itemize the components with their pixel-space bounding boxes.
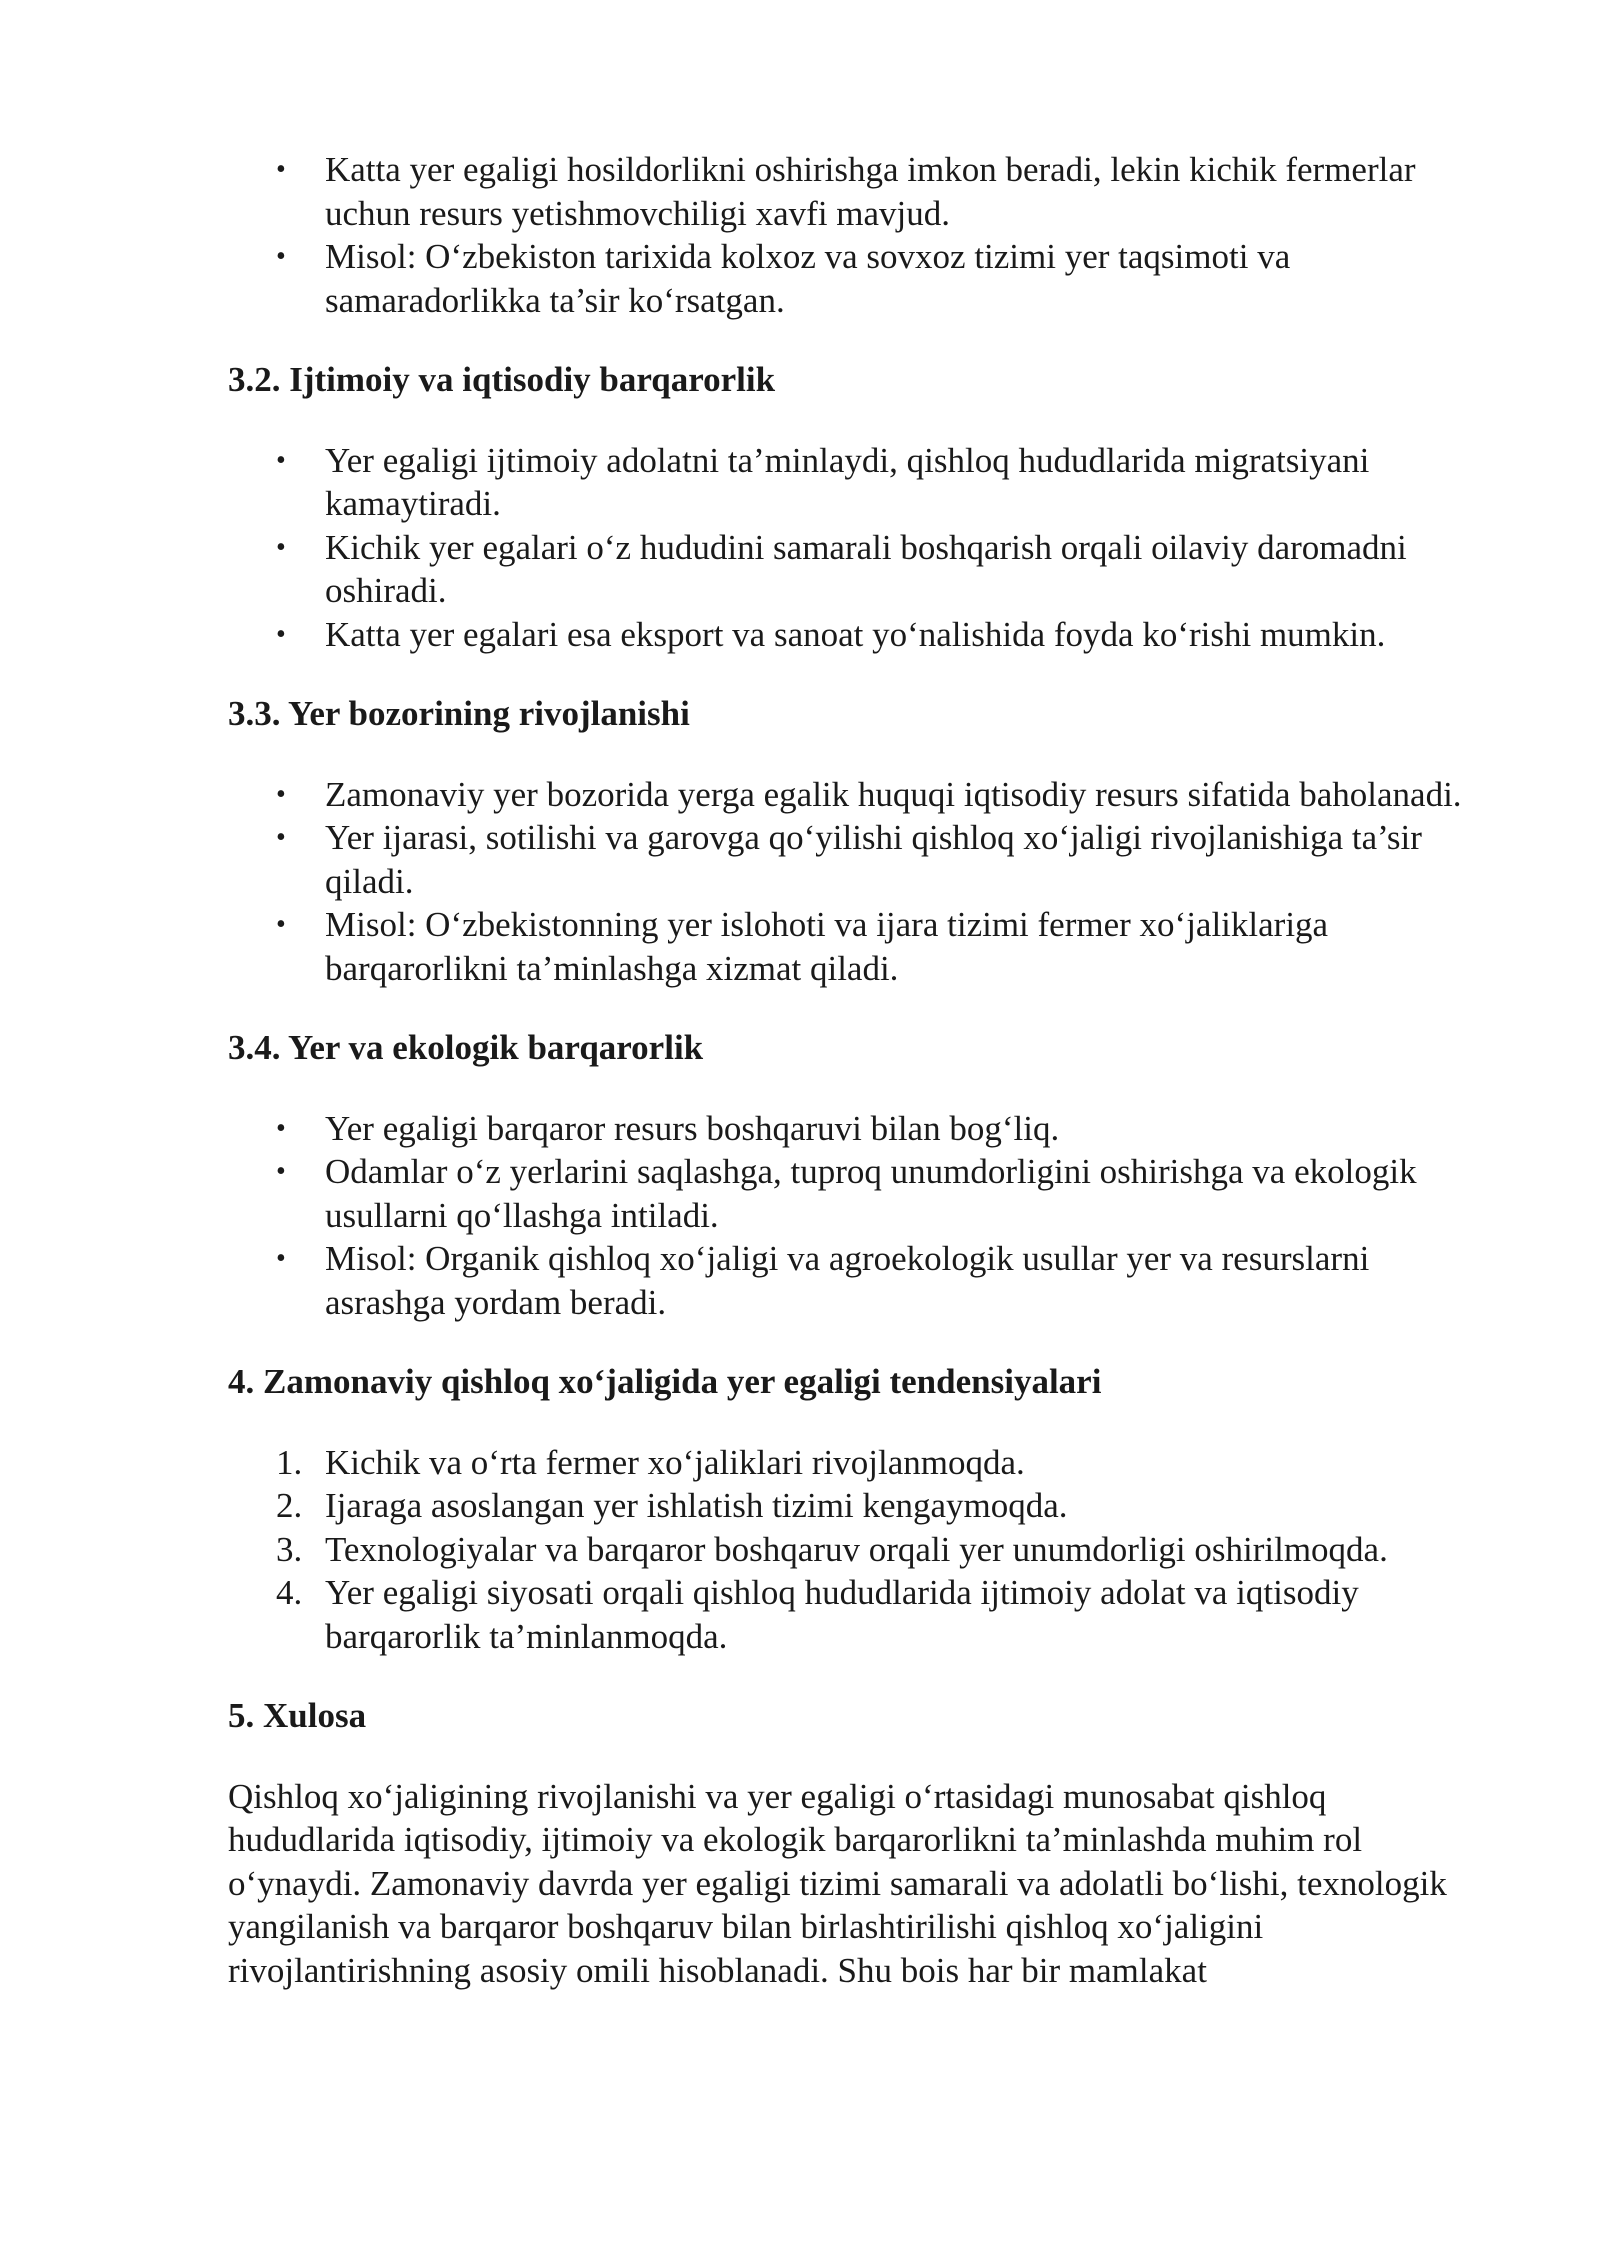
list-item <box>228 439 1488 526</box>
list-item-text: Yer egaligi siyosati orqali qishloq hududlarida ijtimoiy adolat va iqtisodiy barqarorlik ta’minlanmoqda. <box>325 1573 1359 1656</box>
list-item <box>228 1441 1488 1485</box>
list-item <box>228 235 1488 322</box>
bullet-icon: • <box>276 1112 286 1144</box>
list-item-text: Yer ijarasi, sotilishi va garovga qo‘yilishi qishloq xo‘jaligi rivojlanishiga ta’sir qiladi. <box>325 818 1422 901</box>
list-item <box>228 903 1488 990</box>
bullet-icon: • <box>276 444 286 476</box>
list-item <box>228 526 1488 613</box>
list-item <box>228 1150 1488 1237</box>
list-number: 3. <box>276 1529 303 1569</box>
list-item-text: Misol: O‘zbekistonning yer islohoti va ijara tizimi fermer xo‘jaliklariga barqarorlikni ta’minlashga xizmat qiladi. <box>325 905 1329 988</box>
list-item-text: Katta yer egaligi hosildorlikni oshirishga imkon beradi, lekin kichik fermerlar uchun resurs yetishmovchiligi xavfi mavjud. <box>325 150 1416 233</box>
section-3-4-bullet-list <box>228 1107 1488 1325</box>
bullet-icon: • <box>276 241 286 272</box>
bullet-icon: • <box>276 778 286 810</box>
section-heading-3-4: 3.4. Yer va ekologik barqarorlik <box>228 1028 704 1067</box>
section-heading-4: 4. Zamonaviy qishloq xo‘jaligida yer egaligi tendensiyalari <box>228 1362 1102 1401</box>
document-content <box>228 148 1488 1992</box>
bullet-icon: • <box>276 154 286 185</box>
bullet-icon: • <box>276 822 286 853</box>
list-item-text: Ijaraga asoslangan yer ishlatish tizimi kengaymoqda. <box>325 1486 1068 1525</box>
section-heading-5: 5. Xulosa <box>228 1696 367 1735</box>
list-item <box>228 1528 1488 1572</box>
list-item-text: Misol: O‘zbekiston tarixida kolxoz va sovxoz tizimi yer taqsimoti va samaradorlikka ta’sir ko‘rsatgan. <box>325 237 1291 320</box>
list-number: 1. <box>276 1442 303 1482</box>
conclusion-paragraph: Qishloq xo‘jaligining rivojlanishi va yer egaligi o‘rtasidagi munosabat qishloq hududlarida iqtisodiy, ijtimoiy va ekologik barqarorlikni ta’minlashda muhim rol o‘ynaydi. Zamonaviy davrda yer egaligi tizimi samarali va adolatli bo‘lishi, texnologik yangilanish va barqaror boshqaruv bilan birlashtirilishi qishloq xo‘jaligini rivojlantirishning asosiy omili hisoblanadi. Shu bois har bir mamlakat <box>228 1776 1447 1990</box>
list-item <box>228 148 1488 235</box>
list-item <box>228 773 1488 817</box>
list-item-text: Texnologiyalar va barqaror boshqaruv orqali yer unumdorligi oshirilmoqda. <box>325 1529 1388 1569</box>
section-heading-3-3: 3.3. Yer bozorining rivojlanishi <box>228 694 690 733</box>
list-item <box>228 816 1488 903</box>
list-item-text: Odamlar o‘z yerlarini saqlashga, tuproq unumdorligini oshirishga va ekologik usullarni qo‘llashga intiladi. <box>325 1152 1417 1235</box>
list-number: 4. <box>276 1573 303 1612</box>
list-number: 2. <box>276 1486 303 1525</box>
bullet-icon: • <box>276 1243 286 1274</box>
section-4-numbered-list <box>228 1441 1488 1659</box>
list-item-text: Kichik yer egalari o‘z hududini samarali boshqarish orqali oilaviy daromadni oshiradi. <box>325 527 1407 610</box>
list-item <box>228 1484 1488 1528</box>
section-3-3-bullet-list <box>228 773 1488 991</box>
list-item-text: Yer egaligi barqaror resurs boshqaruvi bilan bog‘liq. <box>325 1108 1060 1148</box>
bullet-icon: • <box>276 618 286 650</box>
list-item-text: Kichik va o‘rta fermer xo‘jaliklari rivojlanmoqda. <box>325 1442 1025 1482</box>
intro-bullet-list <box>228 148 1488 322</box>
list-item-text: Katta yer egalari esa eksport va sanoat yo‘nalishida foyda ko‘rishi mumkin. <box>325 614 1386 654</box>
list-item <box>228 1571 1488 1658</box>
list-item <box>228 1237 1488 1324</box>
bullet-icon: • <box>276 1156 286 1187</box>
list-item-text: Yer egaligi ijtimoiy adolatni ta’minlaydi, qishloq hududlarida migratsiyani kamaytiradi. <box>325 440 1370 523</box>
bullet-icon: • <box>276 909 286 940</box>
bullet-icon: • <box>276 531 286 563</box>
list-item <box>228 613 1488 657</box>
section-3-2-bullet-list <box>228 439 1488 657</box>
list-item-text: Misol: Organik qishloq xo‘jaligi va agroekologik usullar yer va resurslarni asrashga yordam beradi. <box>325 1239 1370 1322</box>
list-item <box>228 1107 1488 1151</box>
section-heading-3-2: 3.2. Ijtimoiy va iqtisodiy barqarorlik <box>228 360 776 399</box>
list-item-text: Zamonaviy yer bozorida yerga egalik huquqi iqtisodiy resurs sifatida baholanadi. <box>325 774 1462 814</box>
